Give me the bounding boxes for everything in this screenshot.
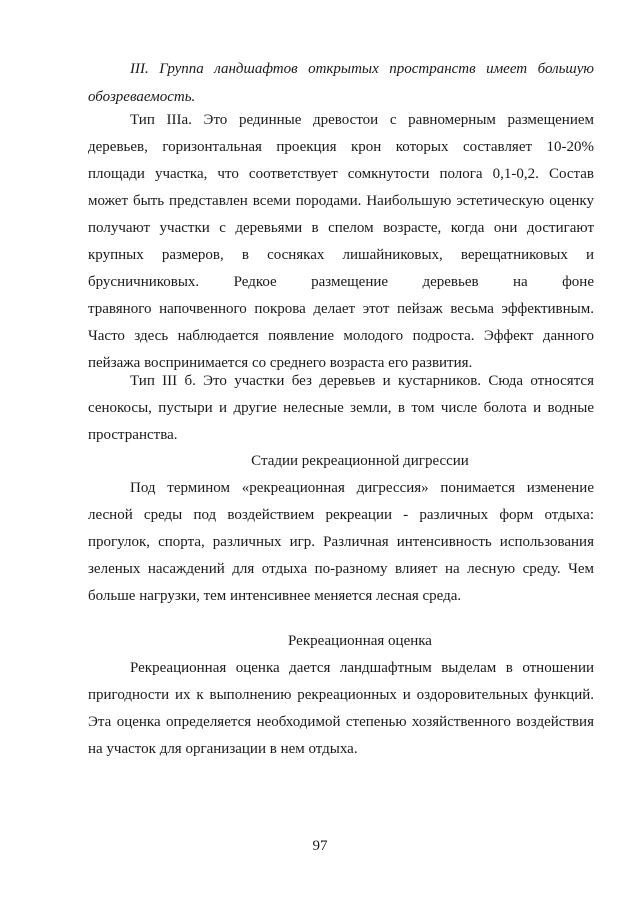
text-line: крупных размеров, в сосняках лишайниковых, верещатниковых и (88, 247, 594, 263)
text-line: Эта оценка определяется необходимой степенью хозяйственного воздействия (88, 714, 594, 730)
text-line: обозреваемость. (88, 89, 196, 105)
text-line: площади участка, что соответствует сомкнутости полога 0,1-0,2. Состав (88, 166, 594, 182)
text-line: пригодности их к выполнению рекреационных и оздоровительных функций. (88, 687, 594, 703)
text-line: Часто здесь наблюдается появление молодого подроста. Эффект данного (88, 328, 594, 344)
text-line: зеленых насаждений для отдыха по-разному влияет на лесную среду. Чем (88, 561, 594, 577)
text-line: Рекреационная оценка дается ландшафтным выделам в отношении (130, 660, 594, 676)
text-line: пейзажа воспринимается со среднего возраста его развития. (88, 355, 473, 371)
section-heading: Стадии рекреационной дигрессии (251, 453, 469, 469)
text-line: пространства. (88, 427, 178, 443)
text-line: брусничниковых. Редкое размещение деревьев на фоне (88, 274, 594, 290)
text-line: прогулок, спорта, различных игр. Различная интенсивность использования (88, 534, 594, 550)
text-line: деревьев, горизонтальная проекция крон которых составляет 10-20% (88, 139, 594, 155)
text-line: лесной среды под воздействием рекреации - различных форм отдыха: (88, 507, 594, 523)
text-line: на участок для организации в нем отдыха. (88, 741, 358, 757)
text-line: сенокосы, пустыри и другие нелесные земли, в том числе болота и водные (88, 400, 594, 416)
text-line: травяного напочвенного покрова делает этот пейзаж весьма эффективным. (88, 301, 594, 317)
text-line: получают участки с деревьями в спелом возрасте, когда они достигают (88, 220, 594, 236)
text-line: Под термином «рекреационная дигрессия» понимается изменение (130, 480, 594, 496)
section-heading: Рекреационная оценка (288, 633, 432, 649)
page-number: 97 (312, 838, 328, 854)
text-line: больше нагрузки, тем интенсивнее меняется лесная среда. (88, 588, 462, 604)
text-line: Тип IIIа. Это рединные древостои с равномерным размещением (130, 112, 594, 128)
text-line: может быть представлен всеми породами. Наибольшую эстетическую оценку (88, 193, 594, 209)
text-line: III. Группа ландшафтов открытых пространств имеет большую (130, 61, 594, 77)
text-line: Тип III б. Это участки без деревьев и кустарников. Сюда относятся (130, 373, 594, 389)
